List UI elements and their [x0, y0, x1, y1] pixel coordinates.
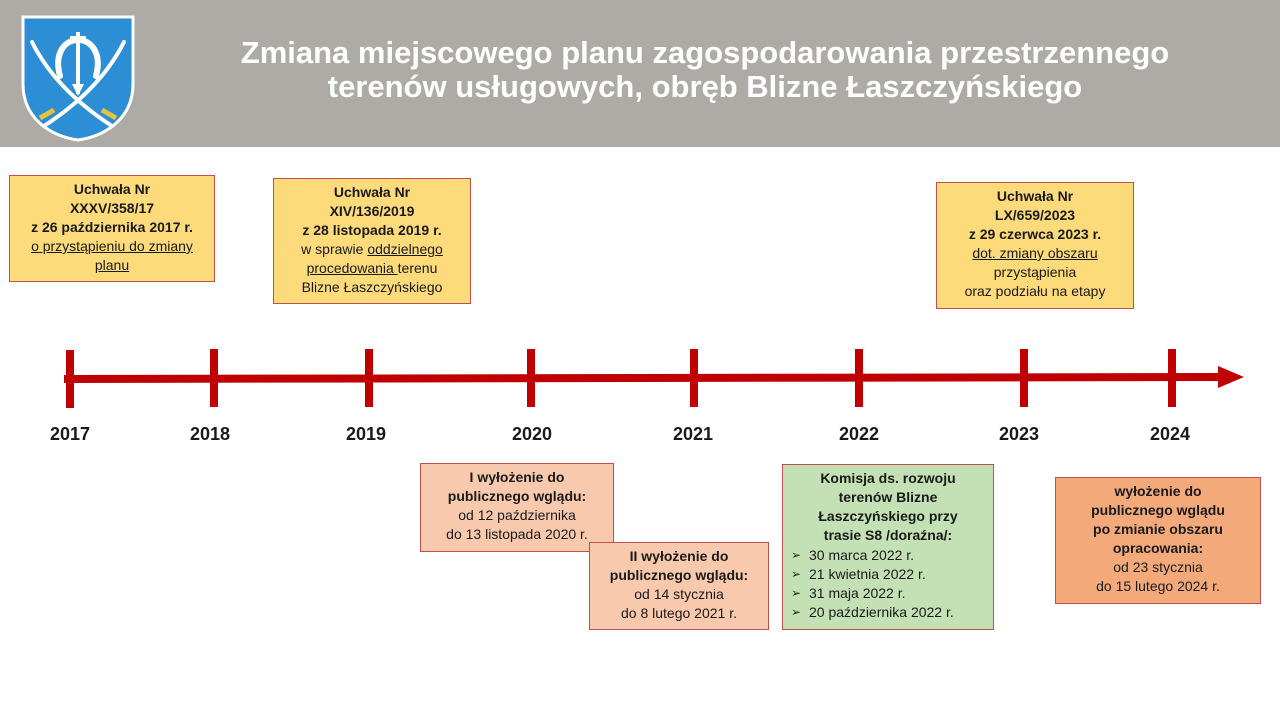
resolution-date: z 26 października 2017 r.: [31, 219, 193, 235]
resolution-number: XXXV/358/17: [69, 200, 155, 216]
commission-title-3: Łaszczyńskiego przy: [818, 508, 958, 524]
commission-title-2: terenów Blizne: [838, 489, 938, 505]
exhibition-title-4: opracowania:: [1112, 540, 1204, 556]
resolution-date: z 29 czerwca 2023 r.: [968, 226, 1102, 242]
resolution-subject-prefix: w sprawie: [301, 241, 368, 257]
year-label-2024: 2024: [1149, 424, 1191, 444]
exhibition-date-from: od 23 stycznia: [1113, 559, 1203, 575]
tick-2022: [855, 349, 863, 407]
commission-box: [782, 464, 994, 630]
year-label-2017: 2017: [49, 424, 91, 444]
resolution-subject-end: oraz podziału na etapy: [964, 283, 1106, 299]
resolution-2017-box: [9, 175, 215, 282]
timeline-arrow-head: [1218, 366, 1244, 388]
year-label-2023: 2023: [998, 424, 1040, 444]
title-line-2: terenów usługowych, obręb Blizne Łaszczyńskiego: [327, 69, 1083, 104]
page-title: [150, 36, 1260, 104]
exhibition-date-from: od 12 października: [458, 507, 576, 523]
exhibition-title: wyłożenie do: [1114, 483, 1202, 499]
resolution-subject: o przystąpieniu do zmiany: [31, 238, 193, 254]
exhibition-date-to: do 8 lutego 2021 r.: [621, 605, 737, 621]
tick-2020: [527, 349, 535, 407]
resolution-subject: oddzielnego: [367, 241, 443, 257]
exhibition-title-cont: publicznego wglądu:: [609, 567, 749, 583]
commission-title-4: trasie S8 /doraźna/:: [823, 527, 953, 543]
tick-2024: [1168, 349, 1176, 407]
year-label-2018: 2018: [189, 424, 231, 444]
resolution-area: Blizne Łaszczyńskiego: [301, 279, 443, 295]
resolution-label: Uchwała Nr: [73, 181, 151, 197]
year-label-2020: 2020: [511, 424, 553, 444]
exhibition-date-to: do 15 lutego 2024 r.: [1096, 578, 1220, 594]
timeline-axis: [0, 330, 1280, 430]
resolution-number: XIV/136/2019: [329, 203, 415, 219]
year-label-2021: 2021: [672, 424, 714, 444]
tick-2019: [365, 349, 373, 407]
tick-2017: [66, 350, 74, 408]
list-item: ➢ 31 maja 2022 r.: [789, 584, 987, 603]
exhibition-date-to: do 13 listopada 2020 r.: [446, 526, 588, 542]
commission-title: Komisja ds. rozwoju: [820, 470, 956, 486]
resolution-subject-suffix: terenu: [397, 260, 438, 276]
year-label-2019: 2019: [345, 424, 387, 444]
tick-2023: [1020, 349, 1028, 407]
tick-2018: [210, 349, 218, 407]
resolution-2019-box: [273, 178, 471, 304]
tick-2021: [690, 349, 698, 407]
resolution-label: Uchwała Nr: [996, 188, 1074, 204]
second-exhibition-box: [589, 542, 769, 630]
exhibition-title-3: po zmianie obszaru: [1093, 521, 1223, 537]
resolution-subject-cont: procedowania: [306, 260, 398, 276]
resolution-2023-box: [936, 182, 1134, 309]
resolution-subject-cont: planu: [94, 257, 130, 273]
resolution-label: Uchwała Nr: [333, 184, 411, 200]
list-item: ➢ 20 października 2022 r.: [789, 603, 987, 622]
exhibition-title-cont: publicznego wglądu:: [447, 488, 587, 504]
resolution-number: LX/659/2023: [994, 207, 1076, 223]
resolution-date: z 28 listopada 2019 r.: [302, 222, 442, 238]
list-item: ➢ 21 kwietnia 2022 r.: [789, 565, 987, 584]
exhibition-title-2: publicznego wglądu: [1091, 502, 1225, 518]
exhibition-title: II wyłożenie do: [629, 548, 729, 564]
exhibition-date-from: od 14 stycznia: [634, 586, 724, 602]
header-bar: [0, 0, 1280, 147]
resolution-subject: dot. zmiany obszaru: [972, 245, 1098, 261]
commission-dates-list: [789, 546, 987, 622]
third-exhibition-box: [1055, 477, 1261, 604]
list-item: ➢ 30 marca 2022 r.: [789, 546, 987, 565]
exhibition-title: I wyłożenie do: [469, 469, 565, 485]
year-label-2022: 2022: [838, 424, 880, 444]
coat-of-arms-icon: [20, 14, 136, 142]
first-exhibition-box: [420, 463, 614, 552]
resolution-subject-cont: przystąpienia: [993, 264, 1077, 280]
title-line-1: Zmiana miejscowego planu zagospodarowania przestrzennego: [240, 35, 1170, 70]
